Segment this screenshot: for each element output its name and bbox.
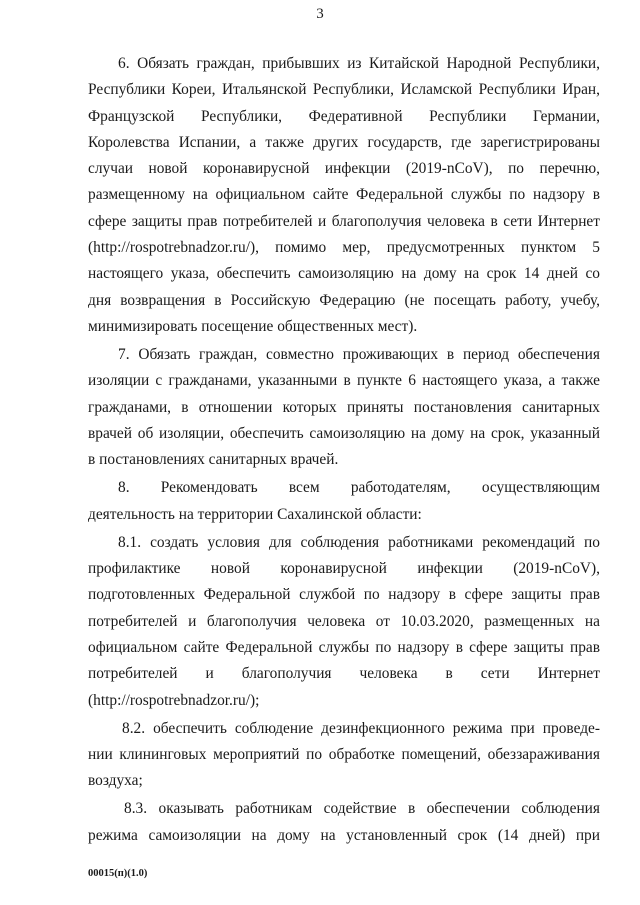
text-line: 6. Обязать граждан, прибывших из Китайской Народной Республики,: [118, 55, 600, 72]
text-line: потребителей и благополучия человека в сети Интернет: [88, 665, 600, 683]
page-number: 3: [316, 6, 324, 22]
text-line: врачей об изоляции, обеспечить самоизоляцию на дому на срок, указанный: [88, 424, 600, 442]
paragraph-item-8-2: [88, 716, 600, 795]
text-line: подготовленных Федеральной службой по надзору в сфере защиты прав: [88, 586, 600, 604]
text-line: официальном сайте Федеральной службы по надзору в сфере защиты прав: [88, 638, 600, 656]
text-line: потребителей и благополучия человека от 10.03.2020, размещенных на: [88, 612, 600, 630]
text-line: режима самоизоляции на дому на установленный срок (14 дней) при: [88, 826, 600, 844]
paragraph-item-8-3: [88, 796, 600, 849]
text-line: 7. Обязать граждан, совместно проживающих в период обеспечения: [118, 346, 600, 364]
form-code: 00015(п)(1.0): [88, 868, 148, 879]
paragraph-item-8: [88, 475, 600, 528]
text-line: дня возвращения в Российскую Федерацию (не посещать работу, учебу,: [88, 291, 600, 309]
text-line: Королевства Испании, а также других государств, где зарегистрированы: [88, 133, 600, 151]
text-line: (http://rospotrebnadzor.ru/);: [88, 691, 260, 709]
document-body: [88, 51, 600, 851]
text-line: (http://rospotrebnadzor.ru/), помимо мер, предусмотренных пунктом 5: [88, 239, 600, 257]
text-line: 8.2. обеспечить соблюдение дезинфекционного режима при проведе-: [122, 719, 600, 737]
text-line: изоляции с гражданами, указанными в пункте 6 настоящего указа, а также: [88, 372, 600, 390]
paragraph-item-6: [88, 51, 600, 340]
text-line: нии клининговых мероприятий по обработке помещений, обеззараживания: [88, 745, 600, 763]
text-line: 8.1. создать условия для соблюдения работниками рекомендаций по: [118, 533, 600, 551]
text-line: Французской Республики, Федеративной Республики Германии,: [88, 107, 600, 125]
text-line: в постановлениях санитарных врачей.: [88, 451, 339, 469]
paragraph-item-8-1: [88, 530, 600, 714]
text-line: минимизировать посещение общественных мест).: [88, 317, 418, 335]
text-line: профилактике новой коронавирусной инфекции (2019-nCoV),: [88, 560, 600, 578]
text-line: Республики Кореи, Итальянской Республики, Исламской Республики Иран,: [88, 81, 600, 99]
text-line: деятельность на территории Сахалинской области:: [88, 505, 422, 523]
text-line: воздуха;: [88, 772, 143, 790]
text-line: случаи новой коронавирусной инфекции (2019-nCoV), по перечню,: [88, 160, 600, 178]
text-line: 8.3. оказывать работникам содействие в обеспечении соблюдения: [124, 800, 600, 818]
text-line: гражданами, в отношении которых приняты постановления санитарных: [88, 398, 600, 416]
text-line: настоящего указа, обеспечить самоизоляцию на дому на срок 14 дней со: [88, 265, 600, 283]
paragraph-item-7: [88, 342, 600, 473]
text-line: размещенному на официальном сайте Федеральной службы по надзору в: [88, 186, 600, 204]
text-line: 8. Рекомендовать всем работодателям, осуществляющим: [118, 479, 600, 497]
text-line: сфере защиты прав потребителей и благополучия человека в сети Интернет: [88, 212, 600, 230]
